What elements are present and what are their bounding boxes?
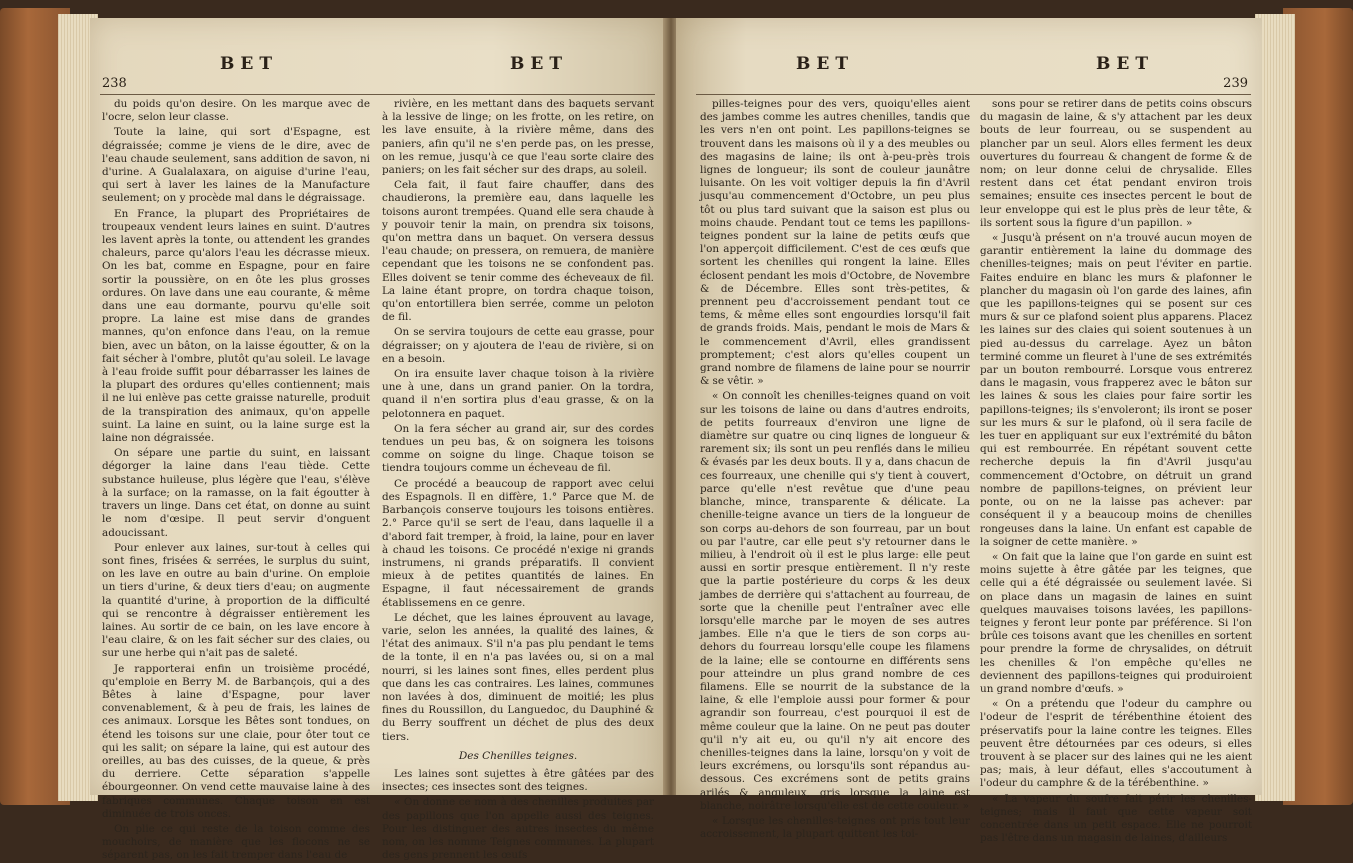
running-head-left-col2: BET — [510, 54, 568, 74]
right-page — [676, 18, 1262, 845]
paragraph: « On fait que la laine que l'on garde en suint est moins sujette à être gâtée par les teignes, que celle qui a été dégraissée ou seulement lavée. Si on place dans un magasin de laines en suint quelques mauvaises toisons lavées, les papillons-teignes y feront leur ponte par préférence. Si l'on brûle ces toisons avant que les chenilles en sortent pour prendre la forme de chrysalides, on détruit les chenilles & l'on empêche qu'elles ne deviennent des papillons-teignes qui produiroient un grand nombre d'œufs. » — [980, 550, 1252, 695]
left-page — [90, 18, 665, 862]
paragraph: On se servira toujours de cette eau grasse, pour dégraisser; on y ajoutera de l'eau de rivière, si on en a besoin. — [382, 326, 654, 365]
right-page-column-1 — [700, 98, 970, 841]
page-number-left: 238 — [102, 76, 127, 91]
paragraph: rivière, en les mettant dans des baquets servant à la lessive de linge; on les frotte, on les retire, on les lave ensuite, à la rivière même, dans des paniers, afin qu'il ne s'en perde pas, on les presse, on les remue, jusqu'à ce que l'eau sorte claire des paniers; on les fait sécher sur des draps, au soleil. — [382, 98, 654, 177]
paragraph: On la fera sécher au grand air, sur des cordes tendues un peu bas, & on soignera les toisons comme on soigne du linge. Chaque toison se tiendra toujours comme un écheveau de fil. — [382, 422, 654, 475]
running-head-left: BET — [220, 54, 278, 74]
section-title: Des Chenilles teignes. — [458, 749, 578, 762]
paragraph: « On connoît les chenilles-teignes quand on voit sur les toisons de laine ou dans d'autres endroits, de petits fourreaux d'environ une ligne de diamètre sur quatre ou cinq lignes de longueur & rarement six; ils sont un peu renflés dans le milieu & évasés par les deux bouts. Il y a, dans chacun de ces fourreaux, une chenille qui s'y tient à couvert, parce qu'elle n'est revêtue que d'une peau blanche, mince, transparente & délicate. La chenille-teigne avance un tiers de la longueur de son corps au-dehors de son fourreau, par un bout ou par l'autre, car elle peut s'y retourner dans le milieu, à l'endroit où il est le plus large: elle peut aussi en sortir presque entièrement. Il n'y reste que la partie postérieure du corps & les deux jambes de derrière qui s'attachent au fourreau, de sorte que la chenille peut l'entraîner avec elle lorsqu'elle marche par le moyen de ses autres jambes. Elle n'a que le tiers de son corps au-dehors du fourreau lorsqu'elle coupe les filamens de la laine; elle se contourne en différents sens pour atteindre un plus grand nombre de ces filamens. Elle se nourrit de la substance de la laine, & elle l'emploie aussi pour former & pour agrandir son fourreau, c'est pourquoi il est de même couleur que la laine. On ne peut pas douter qu'il n'y ait eu, ou qu'il n'y ait encore des chenilles-teignes dans la laine, lorsqu'on y voit de leurs excrémens, ou lorsqu'ils sont répandus au-dessous. Ces excrémens sont de petits grains arilés & anguleux, gris lorsque la laine est blanche, noirâtre lorsqu'elle est de cette couleur. » — [700, 390, 970, 812]
left-page-column-1 — [102, 98, 370, 862]
paragraph: « La vapeur du soufre fait périr les chenilles-teignes; mais il faut que cette vapeur soit concentrée dans un petit espace. Elle ne pourroit pas l'être dans un magasin de laines, d'ailleurs — [980, 792, 1252, 845]
right-page-column-2 — [980, 98, 1252, 845]
paragraph: On sépare une partie du suint, en laissant dégorger la laine dans l'eau tiède. Cette substance huileuse, plus légère que l'eau, s'élève à la surface; on la ramasse, on la fait égoutter à travers un linge. Dans cet état, on donne au suint le nom d'œsipe. Il peut servir d'onguent adoucissant. — [102, 447, 370, 539]
paragraph: Toute la laine, qui sort d'Espagne, est dégraissée; comme je viens de le dire, avec de l'eau chaude seulement, sans addition de savon, ni d'urine. A Gualalaxara, on aiguise d'urine l'eau, qui sert à laver les laines de la Manufacture seulement; on y procède mal dans le dégraissage. — [102, 126, 370, 205]
page-number-right: 239 — [1223, 76, 1248, 91]
paragraph: En France, la plupart des Propriétaires de troupeaux vendent leurs laines en suint. D'autres les lavent après la tonte, ou attendent les grandes chaleurs, parce qu'alors l'eau les décrasse mieux. On les bat, comme en Espagne, pour en faire sortir la poussière, on en ôte les plus grosses ordures. On lave dans une eau courante, & même dans une eau dormante, pourvu qu'elle soit propre. La laine est mise dans de grandes mannes, qu'on enfonce dans l'eau, on la remue bien, avec un bâton, on la laisse égoutter, & on la fait sécher à l'ombre, plutôt qu'au soleil. Le lavage à l'eau froide suffit pour débarrasser les laines de la plupart des ordures qu'elles contiennent; mais il ne lui enlève pas cette graisse naturelle, produit de la transpiration des animaux, qu'on appelle suint. La laine en suint, ou la laine surge est la laine non dégraissée. — [102, 207, 370, 445]
header-rule-left — [100, 94, 655, 95]
paragraph: « On a prétendu que l'odeur du camphre ou l'odeur de l'esprit de térébenthine étoient des préservatifs pour la laine contre les teignes. Elles peuvent être détournées par ces odeurs, si elles trouvent à se placer sur des laines qui ne les aient pas; mais, à leur défaut, elles s'accoutument à l'odeur du camphre & de la térébenthine. » — [980, 698, 1252, 790]
running-head-right-col1: BET — [796, 54, 854, 74]
paragraph: Les laines sont sujettes à être gâtées par des insectes; ces insectes sont des teignes. — [382, 767, 654, 794]
paragraph: « On donne ce nom à des chenilles produites par des papillons que l'on appelle aussi des teignes. Pour les distinguer des autres insectes du même nom, on les nomme Teignes communes. La plupart des gens prennent les œufs — [382, 796, 654, 862]
paragraph: « Jusqu'à présent on n'a trouvé aucun moyen de garantir entièrement la laine du dommage des chenilles-teignes; mais on peut l'éviter en partie. Faites enduire en blanc les murs & plafonner le plancher du magasin où l'on garde des laines, afin que les papillons-teignes qui se posent sur ces murs & sur ce plafond soient plus apparens. Placez les laines sur des claies qui soient soutenues à un pied au-dessus du carrelage. Ayez un bâton terminé comme un fleuret à l'une de ses extrémités par un bouton rembourré. Lorsque vous entrerez dans le magasin, vous frapperez avec le bâton sur les laines & sous les claies pour faire sortir les papillons-teignes; ils s'envoleront; ils iront se poser sur les murs & sur le plafond, où il sera facile de les tuer en appliquant sur eux l'extrémité du bâton qui est rembourrée. En répétant souvent cette recherche depuis la fin d'Avril jusqu'au commencement d'Octobre, on détruit un grand nombre de papillons-teignes, on prévient leur ponte, ou on ne la laisse pas achever: par conséquent il y a beaucoup moins de chenilles rongeuses dans la laine. Un enfant est capable de la soigner de cette manière. » — [980, 232, 1252, 548]
paragraph: Le déchet, que les laines éprouvent au lavage, varie, selon les années, la qualité des laines, & l'état des animaux. S'il n'a pas plu pendant le tems de la tonte, il en n'a pas lavées ou, si on a mal nourri, si les laines sont fines, elles perdent plus que dans les cas contraires. Les laines, communes non lavées à dos, diminuent de moitié; les plus fines du Roussillon, du Languedoc, du Dauphiné & du Berry souffrent un déchet de plus des deux tiers. — [382, 611, 654, 743]
paragraph: sons pour se retirer dans de petits coins obscurs du magasin de laine, & s'y attachent par les deux bouts de leur fourreau, ou se suspendent au plancher par un seul. Alors elles ferment les deux ouvertures du fourreau & changent de forme & de nom; on leur donne celui de chrysalide. Elles restent dans cet état pendant environ trois semaines; ensuite ces insectes percent le bout de leur enveloppe qui est le plus près de leur tête, & ils sortent sous la figure d'un papillon. » — [980, 98, 1252, 229]
paragraph: « Lorsque les chenilles-teignes ont pris tout leur accroissement, la plupart quittent les toi- — [700, 814, 970, 841]
paragraph: du poids qu'on desire. On les marque avec de l'ocre, selon leur classe. — [102, 98, 370, 124]
running-head-right: BET — [1096, 54, 1154, 74]
header-rule-right — [696, 94, 1251, 95]
left-page-column-2 — [382, 98, 654, 862]
paragraph: Ce procédé a beaucoup de rapport avec celui des Espagnols. Il en diffère, 1.° Parce que M. de Barbançois conserve toujours les toisons entières. 2.° Parce qu'il se sert de l'eau, dans laquelle il a d'abord fait tremper, à froid, la laine, pour en laver à chaud les toisons. Ce procédé n'exige ni grands instrumens, ni grands préparatifs. Il convient mieux à de petites quantités de laines. En Espagne, il faut nécessairement de grands établissemens en ce genre. — [382, 477, 654, 609]
paragraph: Je rapporterai enfin un troisième procédé, qu'emploie en Berry M. de Barbançois, qui a des Bêtes à laine d'Espagne, pour laver convenablement, & à peu de frais, les laines de ces animaux. Lorsque les Bêtes sont tondues, on étend les toisons sur une claie, pour ôter tout ce qui les salit; on sépare la laine, qui est autour des oreilles, au bas des cuisses, de la queue, & près du derriere. Cette séparation s'appelle ébourgeonner. On vend cette mauvaise laine à des fabriques communes. Chaque toison en est diminuée de trois onces. — [102, 662, 370, 820]
paragraph: Pour enlever aux laines, sur-tout à celles qui sont fines, frisées & serrées, le surplus du suint, on les lave en outre au bain d'urine. On emploie un tiers d'urine, & deux tiers d'eau; on augmente la quantité d'urine, à proportion de la difficulté qui se rencontre à dégraisser entièrement les laines. Au sortir de ce bain, on les lave encore à l'eau claire, & on les fait sécher sur des claies, ou sur une herbe qui n'ait pas de saleté. — [102, 541, 370, 660]
paragraph: pilles-teignes pour des vers, quoiqu'elles aient des jambes comme les autres chenilles, tandis que les vers n'en ont point. Les papillons-teignes se trouvent dans les maisons où il y a des meubles ou des magasins de laine; ils ont à-peu-près trois lignes de longueur; ils sont de couleur jaunâtre luisante. On les voit voltiger depuis la fin d'Avril jusqu'au commencement d'Octobre, un peu plus tôt ou plus tard suivant que la saison est plus ou moins chaude. Pendant tout ce tems les papillons-teignes pondent sur la laine de petits œufs que l'on apperçoit difficilement. C'est de ces œufs que sortent les chenilles qui rongent la laine. Elles éclosent pendant les mois d'Octobre, de Novembre & de Décembre. Elles sont très-petites, & prennent peu d'accroissement pendant tout ce tems, & même elles sont engourdies lorsqu'il fait de grands froids. Mais, pendant le mois de Mars & le commencement d'Avril, elles grandissent promptement; c'est alors qu'elles coupent un grand nombre de filamens de laine pour se nourrir & se vêtir. » — [700, 98, 970, 388]
paragraph: On plie ce qui reste de la toison comme des mouchoirs, de manière que les flocons ne se séparent pas, on les fait tremper dans l'eau de — [102, 822, 370, 862]
paragraph: On ira ensuite laver chaque toison à la rivière une à une, dans un grand panier. On la tordra, quand il n'en sortira plus d'eau grasse, & on la pelotonnera en paquet. — [382, 368, 654, 420]
paragraph: Cela fait, il faut faire chauffer, dans des chaudierons, la première eau, dans laquelle les toisons auront trempées. Quand elle sera chaude à y pouvoir tenir la main, on prendra six toisons, qu'on mettra dans un baquet. On versera dessus l'eau chaude; on pressera, on remuera, de manière cependant que les toisons ne se confondent pas. Elles doivent se tenir comme des écheveaux de fil. La laine étant propre, on tordra chaque toison, qu'on entortillera bien serrée, comme un peloton de fil. — [382, 179, 654, 324]
